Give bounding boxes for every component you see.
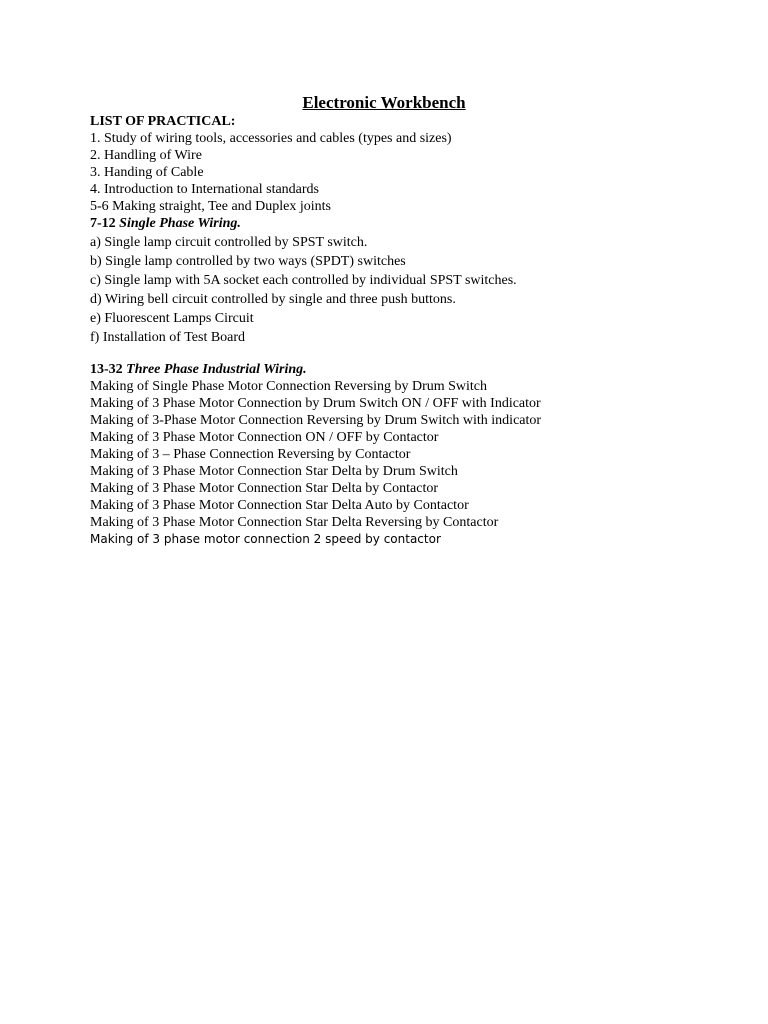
list-heading: LIST OF PRACTICAL: xyxy=(90,114,236,129)
list-item: Making of 3 Phase Motor Connection Star Delta by Drum Switch xyxy=(90,464,458,479)
section-heading-single-phase xyxy=(90,215,452,232)
list-item: 5-6 Making straight, Tee and Duplex joints xyxy=(90,199,332,214)
list-item: Making of 3 Phase Motor Connection by Drum Switch ON / OFF with Indicator xyxy=(90,396,541,411)
list-item: e) Fluorescent Lamps Circuit xyxy=(90,311,254,326)
list-item: Making of 3 – Phase Connection Reversing by Contactor xyxy=(90,447,411,462)
list-item: Making of 3 Phase Motor Connection Star Delta Reversing by Contactor xyxy=(90,515,499,530)
section-heading-three-phase xyxy=(90,361,541,378)
list-item: a) Single lamp circuit controlled by SPST switch. xyxy=(90,235,368,250)
list-item: 4. Introduction to International standards xyxy=(90,182,319,197)
three-phase-list xyxy=(90,361,541,548)
list-item: c) Single lamp with 5A socket each controlled by individual SPST switches. xyxy=(90,273,517,288)
list-item: Making of Single Phase Motor Connection Reversing by Drum Switch xyxy=(90,379,488,394)
section-number: 13-32 xyxy=(90,362,123,377)
list-item: f) Installation of Test Board xyxy=(90,330,246,345)
section-number: 7-12 xyxy=(90,216,116,231)
document-title: Electronic Workbench xyxy=(302,93,466,112)
list-item: Making of 3 Phase Motor Connection Star Delta Auto by Contactor xyxy=(90,498,469,513)
section-title: Three Phase Industrial Wiring. xyxy=(126,362,307,377)
list-item: 1. Study of wiring tools, accessories and cables (types and sizes) xyxy=(90,131,452,146)
list-item: b) Single lamp controlled by two ways (SPDT) switches xyxy=(90,254,406,269)
single-phase-list xyxy=(90,233,517,347)
list-item: d) Wiring bell circuit controlled by single and three push buttons. xyxy=(90,292,456,307)
list-item: Making of 3 Phase Motor Connection ON / OFF by Contactor xyxy=(90,430,439,445)
list-item: 3. Handing of Cable xyxy=(90,165,204,180)
list-item-last: Making of 3 phase motor connection 2 speed by contactor xyxy=(90,532,441,546)
section-title: Single Phase Wiring. xyxy=(119,216,241,231)
list-item: 2. Handling of Wire xyxy=(90,148,202,163)
list-item: Making of 3-Phase Motor Connection Reversing by Drum Switch with indicator xyxy=(90,413,542,428)
list-item: Making of 3 Phase Motor Connection Star Delta by Contactor xyxy=(90,481,438,496)
practical-list-basic xyxy=(90,113,452,232)
